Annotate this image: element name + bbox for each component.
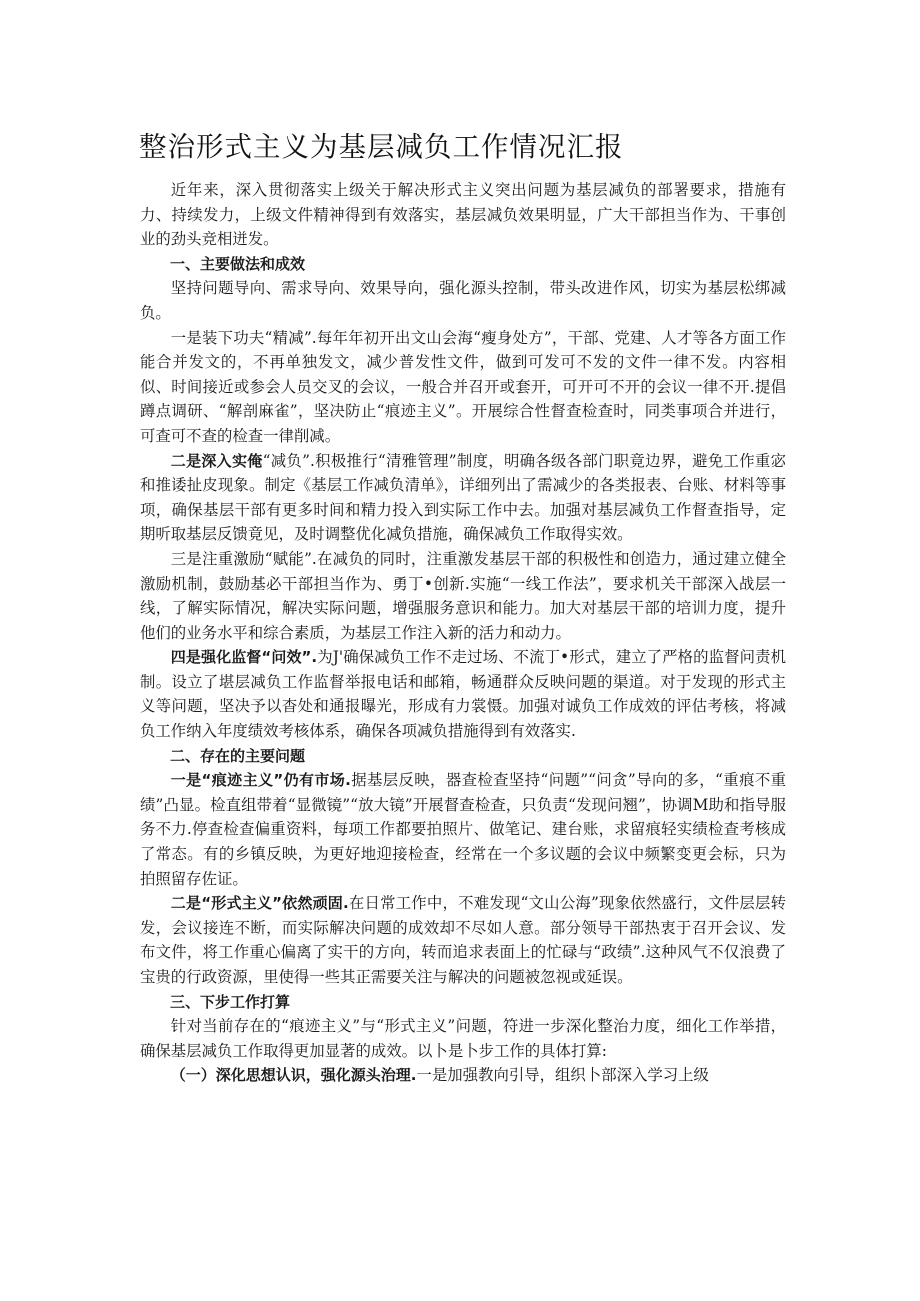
section-3-summary: 针对当前存在的“痕迹主义”与“形式主义”问题，符进一步深化整治力度，细化工作举措，确保基层减负工作取得更加显著的成效。以卜是卜步工作的具体打算: [140,1017,786,1060]
section-3-item-1 [140,1063,786,1088]
item-text: 一是装下功夫“精减”.每年年初开出文山会海“瘦身处方”，干部、党建、人才等各方面工作能合并发文的，不再单独发文，减少普发性文件，做到可发可不发的文件一律不发。内容相似、时间接近或参会人员交叉的会议，一般合并召开或套开，可开可不开的会议一律不开.提倡蹲点调研、“解剖麻雀”，坚决防止“痕迹主义”。开展综合性督查检查时，同类事项合并进行，可查可不查的检查一律削减。 [140,328,786,445]
section-1-item-1 [140,326,786,449]
item-text: 一是加强教向引导，组织卜部深入学习上级 [416,1066,709,1085]
item-text: “减负”.积极推行“清雅管理”制度，明确各级各部门职竟边界，避免工作重宓和推诿扯皮现象。制定《基层工作减负清单》，详细列出了需减少的各类报表、台账、材料等事项，确保基层干部有更多时间和精力投入到实际工作中去。加强对基层减负工作督查指导，定期听取基层反馈竟见，及时调整优化减负措施，确保减负工作取得实效。 [140,451,786,544]
section-1-item-4 [140,645,786,743]
item-text: 在日常工作中，不难发现“文山公海”现象依然盛行，文件层层转发，会议接连不断，而实际解决问题的成效却不尽如人意。部分领导干部热衷于召开会议、发布文件，将工作重心偏离了实干的方向，转而追求表面上的忙碌与“政绩”.这种风气不仅浪费了宝贵的行政资源，里使得一些其正需要关注与解决的问题被忽视或延误。 [140,894,786,986]
section-2-item-2 [140,891,786,989]
item-text: 为J'确保减负工作不走过场、不流丁•形式，建立了严格的监督问责机制。设立了堪层减负工作监督举报电话和邮箱，畅通群众反映问题的渠道。对于发现的形式主义等问题，坚决予以杳处和通报曝光，形成有力裳慑。加强对诚负工作成效的评估考核，将减负工作纳入年度绩效考核体系，确保各项减负措施得到有效落实. [140,648,786,741]
item-lead: 二是“形式主义”依然顽固. [170,894,349,913]
document-body [140,178,786,1088]
item-text: 据基层反映，器查检查坚持“问题”“问贪”导向的多，“重痕不重绩”凸显。检直组带着“显微镜”“放大镜”开展督查检查，只负责“发现问翘”，协调M助和指导服务不力.停查检查偏重资料，每项工作都要拍照片、做笔记、建台账，求留痕轻实绩检查考核成了常态。有的乡镇反映，为更好地迎接检查，经常在一个多议题的会议中频繁变更会标，只为拍照留存佐证。 [140,771,787,888]
intro-paragraph: 近年来，深入贯彻落实上级关于解决形式主义突出问题为基层减负的部署要求，措施有力、持续发力，上级文件精神得到有效落实，基层减负效果明显，广大干部担当作为、干事创业的劲头竞相迸发。 [140,181,786,249]
section-heading-1: 一、主要做法和成效 [170,254,306,273]
section-1-item-2 [140,449,786,547]
section-1-item-3 [140,547,786,645]
page-title: 整治形式主义为基层减负工作情况汇报 [139,131,624,163]
item-lead: 二是深入实俺 [170,451,263,470]
item-lead: （一）深化思想认识，强化源头治理. [170,1066,417,1085]
item-lead: 四是强化监督“问效”. [170,648,318,667]
section-2-item-1 [140,768,786,891]
section-1-summary: 坚持问题导向、需求导向、效果导向，强化源头控制，带头改进作风，切实为基层松绑减负。 [140,279,786,322]
item-text: 三是注重激励“赋能”.在减负的同时，注重激发基层干部的积极性和创造力，通过建立健全激励机制，鼓励基必干部担当作为、勇丁•创新.实施“一线工作法”，要求机关干部深入战层一线，了解实际情况，解决实际问题，增强服务意识和能力。加大对基层干部的培训力度，提升他们的业务水平和综合素质，为基层工作注入新的活力和动力。 [140,549,786,642]
section-heading-3: 三、下步工作打算 [170,992,291,1011]
section-heading-2: 二、存在的主要问题 [170,746,306,765]
item-lead: 一是“痕迹主义”仍有市场. [170,771,351,790]
